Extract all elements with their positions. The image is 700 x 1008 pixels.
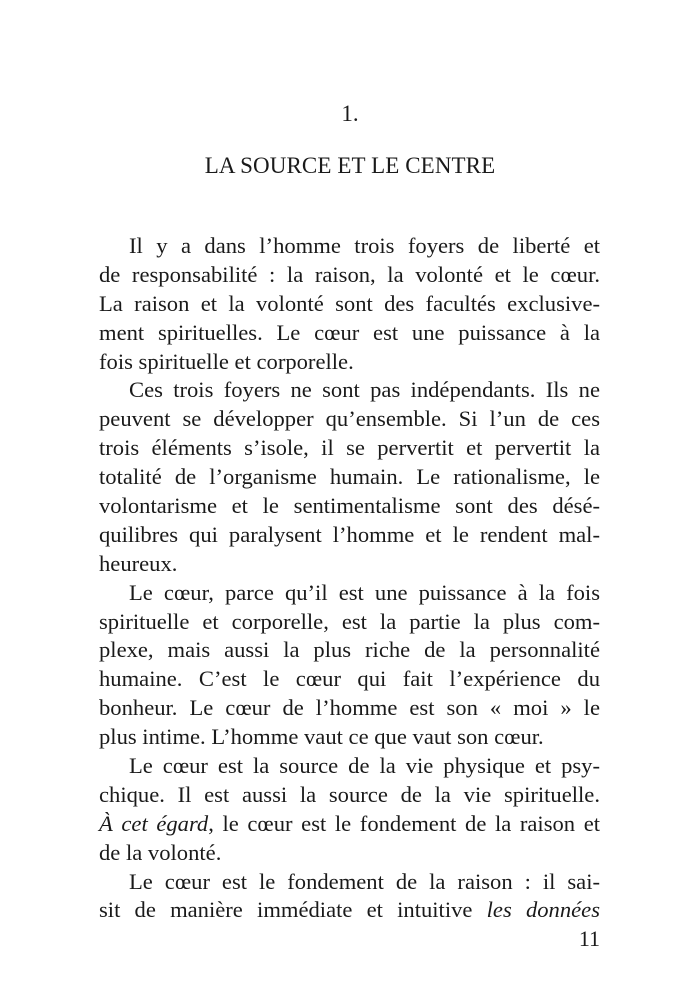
text-line: [99, 896, 600, 925]
text-line: de la volonté.: [99, 839, 222, 865]
text-line: ment spirituelles. Le cœur est une puissance à la: [99, 319, 600, 345]
text-line: peuvent se développer qu’ensemble. Si l’un de ces: [99, 406, 600, 432]
italic-phrase: les données: [486, 897, 600, 923]
text-line: spirituelle et corporelle, est la partie la plus com-: [99, 608, 600, 634]
text-line: de responsabilité : la raison, la volonté et le cœur.: [99, 261, 600, 287]
body-text: [99, 232, 600, 925]
text-line: humaine. C’est le cœur qui fait l’expérience du: [99, 666, 600, 692]
italic-phrase: À cet égard: [99, 810, 209, 836]
text-line: Ces trois foyers ne sont pas indépendants. Ils ne: [129, 377, 600, 403]
text-line: bonheur. Le cœur de l’homme est son « moi » le: [99, 695, 600, 721]
text-line: quilibres qui paralysent l’homme et le rendent mal-: [99, 521, 600, 547]
text-line: La raison et la volonté sont des facultés exclusive-: [99, 290, 600, 316]
page-number: 11: [578, 926, 600, 951]
text-line: Le cœur est la source de la vie physique et psy-: [129, 753, 600, 779]
text-line: Le cœur, parce qu’il est une puissance à la fois: [129, 579, 600, 605]
chapter-number: 1.: [341, 101, 359, 126]
text-segment: sit de manière immédiate et intuitive: [99, 897, 473, 923]
text-segment: , le cœur est le fondement de la raison et: [208, 810, 600, 836]
text-line: volontarisme et le sentimentalisme sont des désé-: [99, 493, 600, 519]
text-line: fois spirituelle et corporelle.: [99, 348, 354, 374]
text-line: trois éléments s’isole, il se pervertit et pervertit la: [99, 435, 600, 461]
text-line: Il y a dans l’homme trois foyers de liberté et: [129, 233, 600, 258]
text-line: plus intime. L’homme vaut ce que vaut son cœur.: [99, 724, 544, 750]
text-line: chique. Il est aussi la source de la vie spirituelle.: [99, 781, 600, 807]
text-line: heureux.: [99, 550, 178, 576]
chapter-title: LA SOURCE ET LE CENTRE: [204, 153, 496, 178]
text-line: Le cœur est le fondement de la raison : il sai-: [129, 868, 600, 894]
text-line: plexe, mais aussi la plus riche de la personnalité: [99, 637, 600, 663]
text-line: [99, 810, 600, 839]
text-line: totalité de l’organisme humain. Le rationalisme, le: [99, 464, 600, 490]
